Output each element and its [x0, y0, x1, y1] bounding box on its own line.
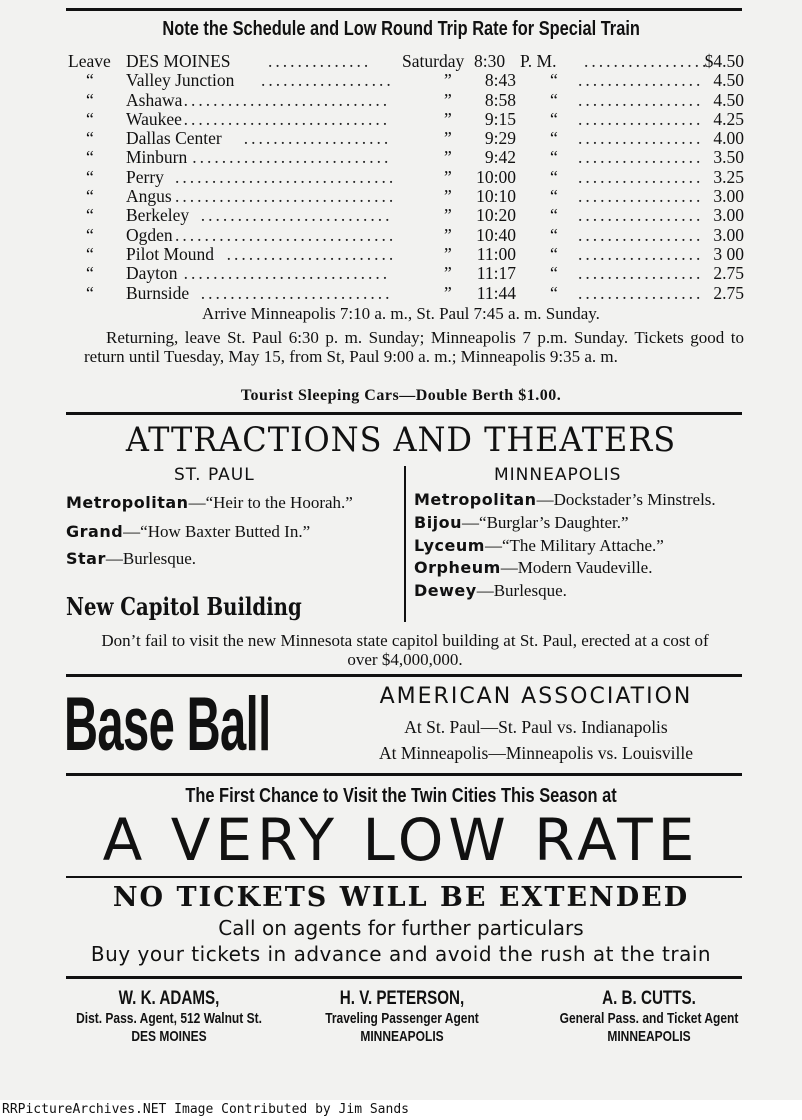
ditto-mark: “ [86, 70, 94, 91]
leader-dots: ................. [578, 224, 704, 245]
leader-dots: .......................... [200, 282, 393, 303]
ditto-mark: “ [86, 89, 94, 110]
departure-time: 8:30 [474, 51, 506, 71]
minneapolis-game: At Minneapolis—Minneapolis vs. Louisville [378, 743, 693, 763]
leader-dots: ................. [578, 166, 704, 187]
leader-dots: ............................ [183, 108, 391, 129]
ditto-mark: “ [86, 128, 94, 149]
arrival-note: Arrive Minneapolis 7:10 a. m., St. Paul 7:45 a. m. Sunday. [202, 304, 600, 323]
station-name: DES MOINES [126, 51, 231, 71]
ditto-mark: “ [86, 205, 94, 226]
departure-time: 10:40 [476, 224, 516, 245]
round-trip-fare: 3.50 [713, 147, 744, 168]
leader-dots: .................. [261, 70, 394, 91]
attractions-title: ATTRACTIONS AND THEATERS [125, 420, 677, 460]
capitol-heading: New Capitol Building [66, 592, 302, 621]
round-trip-fare: 2.75 [713, 263, 744, 284]
schedule-row [68, 52, 744, 71]
agents-rule [66, 976, 742, 979]
departure-time: 8:43 [484, 70, 516, 91]
league-heading: AMERICAN ASSOCIATION [379, 684, 693, 709]
first-chance-line: The First Chance to Visit the Twin Cities This Season at [185, 785, 617, 807]
departure-time: 9:29 [484, 128, 516, 149]
ditto-mark: “ [550, 263, 558, 284]
agent-adams: W. K. ADAMS, Dist. Pass. Agent, 512 Walnut St. DES MOINES [76, 988, 262, 1045]
ditto-mark: “ [86, 186, 94, 207]
ditto-mark: “ [86, 224, 94, 245]
leader-dots: ................. [578, 243, 704, 264]
agent-cutts: A. B. CUTTS. General Pass. and Ticket Agent MINNEAPOLIS [559, 988, 739, 1045]
theater-item: Metropolitan—“Heir to the Hoorah.” [66, 493, 353, 512]
baseball-title: Base Ball [64, 682, 271, 767]
round-trip-fare: 3.25 [713, 166, 744, 187]
station-name: Dallas Center [126, 128, 222, 149]
ditto-mark: ” [444, 263, 452, 284]
leader-dots: ................. [578, 128, 704, 149]
no-extension-notice: NO TICKETS WILL BE EXTENDED [112, 882, 690, 913]
schedule-notice: Note the Schedule and Low Round Trip Rate for Special Train [162, 18, 640, 40]
leader-dots: ....................... [226, 243, 397, 264]
theater-item: Bijou—“Burglar’s Daughter.” [414, 513, 629, 532]
ditto-mark: “ [86, 166, 94, 187]
departure-time: 11:00 [476, 243, 516, 264]
ditto-mark: ” [444, 128, 452, 149]
theater-item: Lyceum—“The Military Attache.” [414, 535, 664, 555]
departure-time: 8:58 [484, 89, 516, 110]
leader-dots: .............................. [175, 186, 397, 207]
ditto-mark: “ [86, 263, 94, 284]
baseball-rule [66, 674, 742, 677]
ditto-mark: “ [86, 147, 94, 168]
station-name: Ogden [126, 224, 173, 245]
schedule-row [68, 245, 744, 264]
ditto-mark: ” [444, 89, 452, 110]
attractions-rule [66, 412, 742, 415]
top-rule [66, 8, 742, 11]
station-name: Perry [126, 166, 164, 187]
leader-dots: ............................ [183, 263, 391, 284]
theater-item: Dewey—Burlesque. [414, 580, 567, 600]
round-trip-fare: 4.00 [713, 128, 744, 149]
column-divider [404, 466, 406, 622]
ditto-mark: ” [444, 166, 452, 187]
leader-dots: ........................... [192, 147, 392, 168]
promo-rule [66, 773, 742, 776]
round-trip-fare: 3 00 [713, 243, 744, 264]
leader-dots: ................. [578, 147, 704, 168]
leader-dots: ................. [584, 51, 710, 71]
leader-dots: ............................ [183, 89, 391, 110]
agent-peterson: H. V. PETERSON, Traveling Passenger Agent MINNEAPOLIS [325, 988, 479, 1045]
ditto-mark: ” [444, 224, 452, 245]
departure-day: Saturday [402, 51, 465, 71]
ditto-mark: “ [86, 243, 94, 264]
leader-dots: .............................. [175, 166, 397, 187]
ditto-mark: ” [444, 147, 452, 168]
theater-item: Orpheum—Modern Vaudeville. [414, 558, 653, 578]
schedule-row [68, 264, 744, 283]
round-trip-fare: 4.50 [713, 70, 744, 91]
station-name: Waukee [126, 108, 182, 129]
schedule-row [68, 91, 744, 110]
buy-advance-line: Buy your tickets in advance and avoid the rush at the train [90, 942, 712, 966]
leader-dots: ................. [578, 186, 704, 207]
schedule-row [68, 148, 744, 167]
leader-dots: .............. [268, 51, 372, 71]
station-name: Valley Junction [126, 70, 235, 91]
ditto-mark: “ [550, 186, 558, 207]
call-agents-line: Call on agents for further particulars [218, 916, 584, 940]
schedule-table [68, 52, 744, 303]
theater-item: Star—Burlesque. [66, 549, 197, 568]
departure-time: 10:10 [476, 186, 516, 207]
station-name: Berkeley [126, 205, 190, 226]
station-name: Minburn [126, 147, 188, 168]
schedule-row [68, 129, 744, 148]
departure-time: 9:42 [484, 147, 516, 168]
st-paul-game: At St. Paul—St. Paul vs. Indianapolis [404, 717, 668, 737]
ditto-mark: “ [550, 224, 558, 245]
round-trip-fare: 3.00 [713, 205, 744, 226]
am-pm: P. M. [520, 51, 557, 71]
station-name: Angus [126, 186, 172, 207]
ditto-mark: “ [550, 128, 558, 149]
minneapolis-heading: MINNEAPOLIS [494, 465, 622, 485]
leader-dots: ................. [578, 263, 704, 284]
schedule-row [68, 187, 744, 206]
station-name: Ashawa [126, 89, 183, 110]
ditto-mark: “ [550, 108, 558, 129]
round-trip-fare: $4.50 [704, 51, 744, 71]
schedule-row [68, 110, 744, 129]
ditto-mark: “ [550, 205, 558, 226]
ditto-mark: ” [444, 243, 452, 264]
round-trip-fare: 3.00 [713, 186, 744, 207]
st-paul-heading: ST. PAUL [174, 465, 255, 485]
ditto-mark: “ [550, 166, 558, 187]
ditto-mark: ” [444, 70, 452, 91]
round-trip-fare: 4.50 [713, 89, 744, 110]
theater-item: Grand—“How Baxter Butted In.” [66, 522, 311, 541]
leader-dots: ................. [578, 89, 704, 110]
round-trip-fare: 2.75 [713, 282, 744, 303]
station-name: Pilot Mound [126, 243, 215, 264]
departure-time: 10:20 [476, 205, 516, 226]
leader-dots: .................... [243, 128, 392, 149]
ditto-mark: “ [86, 108, 94, 129]
minneapolis-theaters [414, 490, 744, 602]
ditto-mark: “ [550, 70, 558, 91]
low-rate-headline: A VERY LOW RATE [102, 806, 700, 874]
departure-time: 10:00 [476, 166, 516, 187]
round-trip-fare: 4.25 [713, 108, 744, 129]
departure-time: 11:17 [476, 263, 516, 284]
leave-label: Leave [68, 51, 111, 71]
leader-dots: ................. [578, 70, 704, 91]
leader-dots: ................. [578, 282, 704, 303]
leader-dots: .............................. [175, 224, 397, 245]
image-credit: RRPictureArchives.NET Image Contributed by Jim Sands [0, 1100, 802, 1120]
schedule-row [68, 206, 744, 225]
ditto-mark: “ [550, 89, 558, 110]
departure-time: 9:15 [484, 108, 516, 129]
leader-dots: ................. [578, 205, 704, 226]
ditto-mark: ” [444, 108, 452, 129]
ditto-mark: “ [550, 243, 558, 264]
schedule-row [68, 226, 744, 245]
theater-item: Metropolitan—Dockstader’s Minstrels. [414, 490, 716, 509]
schedule-row [68, 71, 744, 90]
station-name: Burnside [126, 282, 190, 303]
st-paul-theaters [66, 492, 396, 569]
ditto-mark: ” [444, 186, 452, 207]
leader-dots: ................. [578, 108, 704, 129]
leader-dots: .......................... [200, 205, 393, 226]
schedule-row [68, 168, 744, 187]
ditto-mark: “ [86, 282, 94, 303]
ditto-mark: ” [444, 282, 452, 303]
sleeping-cars-note: Tourist Sleeping Cars—Double Berth $1.00. [240, 387, 562, 404]
low-rate-rule [66, 876, 742, 878]
ditto-mark: “ [550, 147, 558, 168]
departure-time: 11:44 [476, 282, 516, 303]
return-note: Returning, leave St. Paul 6:30 p. m. Sunday; Minneapolis 7 p.m. Sunday. Tickets good to return until Tuesday, May 15, from St, Paul 9:00 a. m.; Minneapolis 9:35 a. m. [84, 328, 744, 366]
round-trip-fare: 3.00 [713, 224, 744, 245]
capitol-text: Don’t fail to visit the new Minnesota state capitol building at St. Paul, erected at a cost of over $4,000,000. [101, 631, 709, 669]
schedule-row [68, 284, 744, 303]
station-name: Dayton [126, 263, 178, 284]
ditto-mark: ” [444, 205, 452, 226]
ditto-mark: “ [550, 282, 558, 303]
